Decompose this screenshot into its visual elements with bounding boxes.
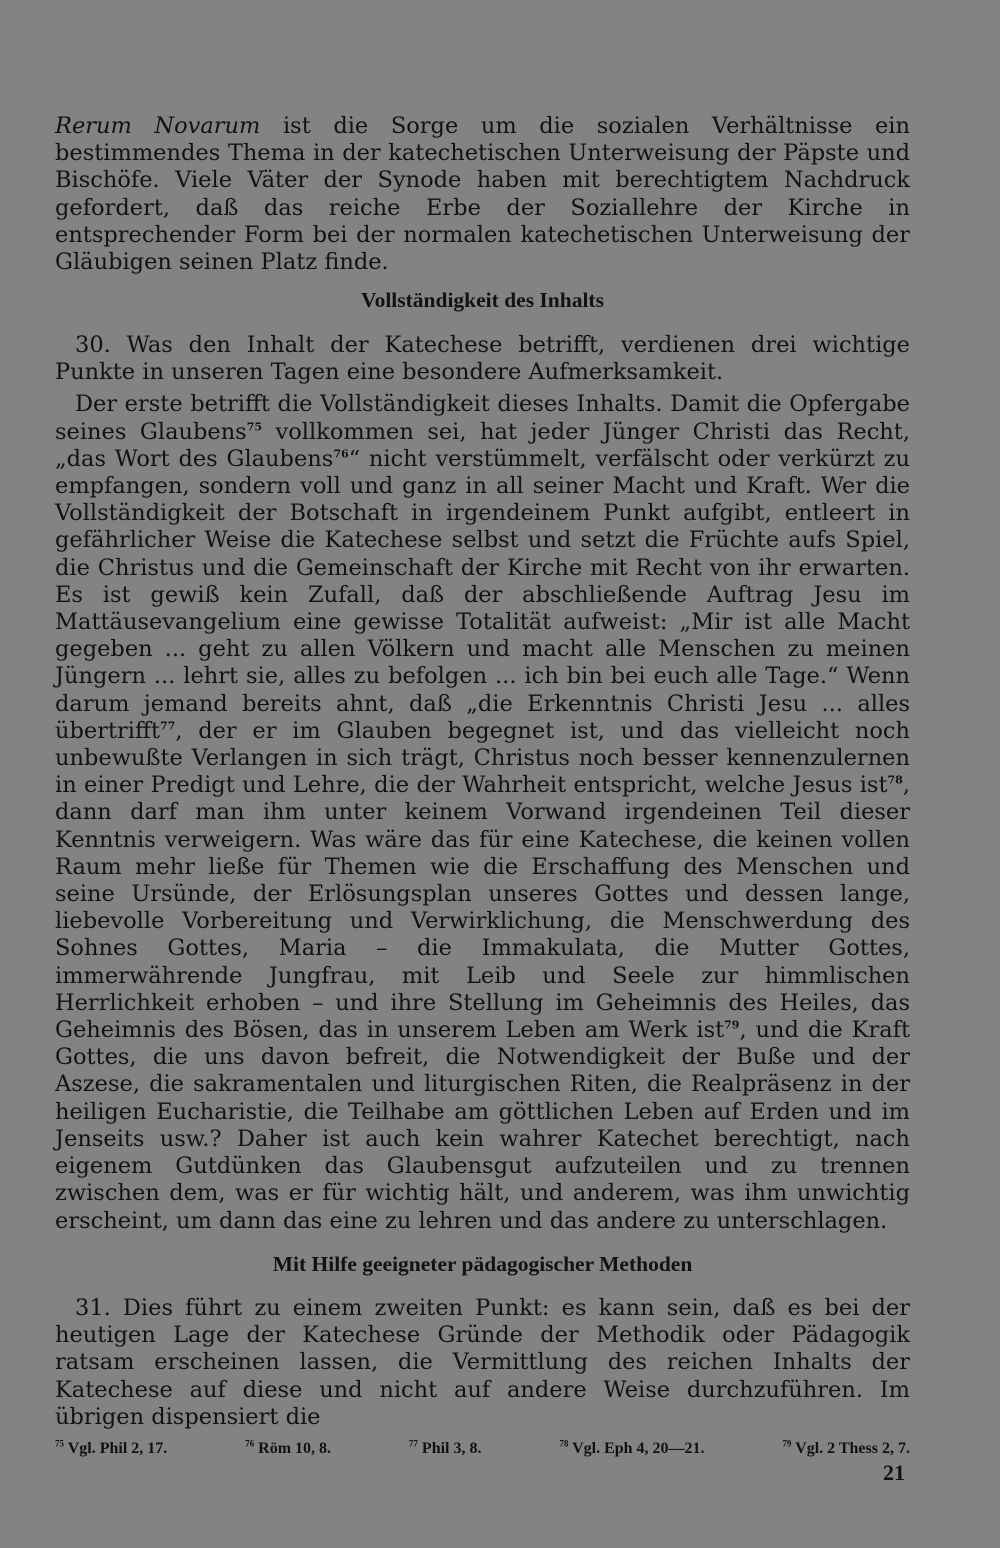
footnote-ref: 77 bbox=[160, 719, 176, 733]
footnote-text: Vgl. Eph 4, 20—21. bbox=[572, 1440, 705, 1457]
footnote bbox=[245, 1440, 331, 1458]
section-1-body bbox=[55, 332, 910, 1235]
footnote-text: Vgl. 2 Thess 2, 7. bbox=[795, 1440, 910, 1457]
footnote-number: 76 bbox=[245, 1438, 255, 1449]
section-heading-2: Mit Hilfe geeigneter pädagogischer Methoden bbox=[272, 1252, 693, 1276]
text-run: , dann darf man ihm unter keinem Vorwand irgendeinen Teil dieser Kenntnis verweigern. Was wäre das für eine Katechese, die keinen vollen Raum mehr ließe für Themen wie die Erschaffung des Menschen und seine Ursünde, der Erlösungsplan unseres Gottes und dessen lange, liebevolle Vorbereitung und Verwirklichung, die Menschwerdung des Sohnes Gottes, Maria – die Immakulata, die Mutter Gottes, immerwährende Jungfrau, mit Leib und Seele zur himmlischen Herrlichkeit erhoben – und ihre Stellung im Geheimnis des Heiles, das Geheimnis des Bösen, das in unserem Leben am Werk ist bbox=[55, 772, 910, 1044]
page-number: 21 bbox=[883, 1460, 905, 1485]
footnote-ref: 79 bbox=[724, 1018, 740, 1032]
paragraph-text: ist die Sorge um die sozialen Verhältnisse ein bestimmendes Thema in der katechetischen Unterweisung der Päpste und Bischöfe. Viele Väter der Synode haben mit berechtigtem Nachdruck gefordert, daß das reiche Erbe der Soziallehre der Kirche in entsprechender Form bei der normalen katechetischen Unterweisung der Gläubigen seinen Platz finde. bbox=[55, 113, 910, 276]
footnote-ref: 75 bbox=[246, 420, 263, 434]
footnote bbox=[559, 1440, 704, 1458]
footnote-text: Phil 3, 8. bbox=[421, 1440, 482, 1457]
footnote-number: 75 bbox=[55, 1438, 64, 1449]
footnote bbox=[409, 1440, 482, 1458]
section-heading-1: Vollständigkeit des Inhalts bbox=[361, 288, 604, 312]
footnote-number: 77 bbox=[408, 1438, 418, 1449]
paragraph-30-body bbox=[55, 391, 910, 1234]
intro-paragraph bbox=[55, 113, 910, 276]
footnote-ref: 76 bbox=[333, 447, 349, 461]
paragraph bbox=[55, 113, 910, 276]
paragraph-31: 31. Dies führt zu einem zweiten Punkt: es kann sein, daß es bei der heutigen Lage der Katechese Gründe der Methodik oder Pädagogik ratsam erscheinen lassen, die Vermittlung des reichen Inhalts der Katechese auf diese und nicht auf andere Weise durchzuführen. Im übrigen dispensiert die bbox=[55, 1295, 910, 1430]
footnote-number: 78 bbox=[559, 1438, 569, 1449]
text-run: , und die Kraft Gottes, die uns davon befreit, die Notwendigkeit der Buße und der Aszese, die sakramentalen und liturgischen Riten, die Realpräsenz in der heiligen Eucharistie, die Teilhabe am göttlichen Leben auf Erden und im Jenseits usw.? Daher ist auch kein wahrer Katechet berechtigt, nach eigenem Gutdünken das Glaubensgut aufzuteilen und zu trennen zwischen dem, was er für wichtig hält, und anderem, was ihm unwichtig erscheint, um dann das eine zu lehren und das andere zu unterschlagen. bbox=[55, 1017, 910, 1234]
footnote-ref: 78 bbox=[887, 773, 903, 787]
footnote-number: 79 bbox=[782, 1438, 792, 1449]
section-2-body bbox=[55, 1295, 910, 1431]
footnote-text: Röm 10, 8. bbox=[258, 1440, 332, 1457]
footnotes bbox=[55, 1440, 910, 1458]
text-run: vollkommen sei, hat jeder Jünger Christi das Recht, „das Wort des Glaubens bbox=[55, 418, 910, 472]
footnote bbox=[55, 1440, 167, 1458]
footnote bbox=[782, 1440, 910, 1458]
italic-title: Rerum Novarum bbox=[55, 113, 261, 139]
text-run: “ nicht verstümmelt, verfälscht oder verkürzt zu empfangen, sondern voll und ganz in all seiner Macht und Kraft. Wer die Vollständigkeit der Botschaft in irgendeinem Punkt aufgibt, entleert in gefährlicher Weise die Katechese selbst und setzt die Früchte aufs Spiel, die Christus und die Gemeinschaft der Kirche mit Recht von ihr erwarten. Es ist gewiß kein Zufall, daß der abschließende Auftrag Jesu im Mattäusevangelium eine gewisse Totalität aufweist: „Mir ist alle Macht gegeben ... geht zu allen Völkern und macht alle Menschen zu meinen Jüngern ... lehrt sie, alles zu befolgen ... ich bin bei euch alle Tage.“ Wenn darum jemand bereits ahnt, daß „die Erkenntnis Christi Jesu ... alles übertrifft bbox=[55, 445, 910, 744]
text-run: Der erste betrifft die Vollständigkeit dieses Inhalts. Damit die Opfergabe seines Glaubens bbox=[55, 391, 910, 445]
text-run: , der er im Glauben begegnet ist, und das vielleicht noch unbewußte Verlangen in sich trägt, Christus noch besser kennenzulernen in einer Predigt und Lehre, die der Wahrheit entspricht, welche Jesus ist bbox=[55, 717, 910, 799]
paragraph-30: 30. Was den Inhalt der Katechese betrifft, verdienen drei wichtige Punkte in unseren Tagen eine besondere Aufmerksamkeit. bbox=[55, 332, 910, 386]
footnote-text: Vgl. Phil 2, 17. bbox=[67, 1440, 168, 1457]
